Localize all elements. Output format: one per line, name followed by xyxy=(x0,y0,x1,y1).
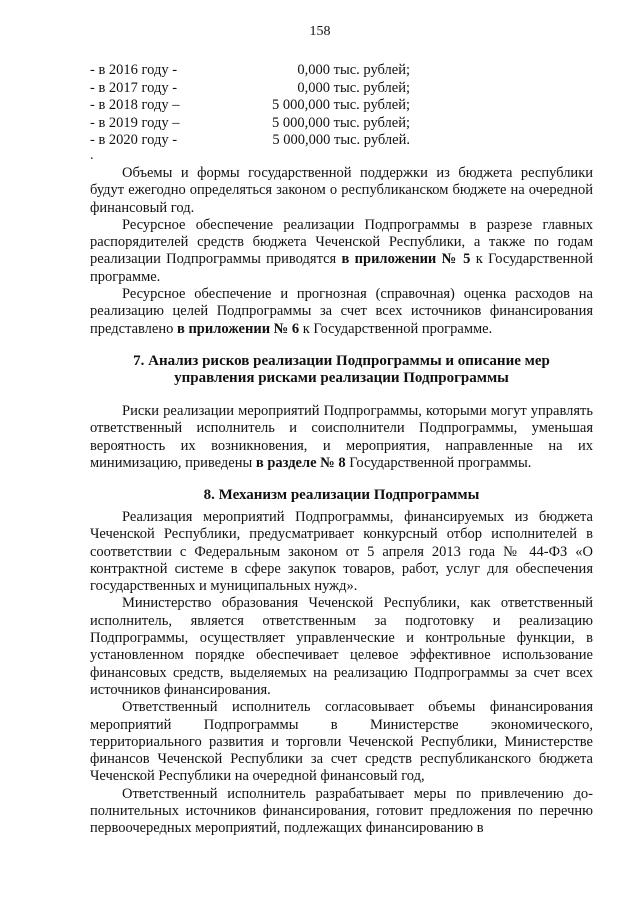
funding-amount: 5 000,000 тыс. рублей; xyxy=(272,97,410,113)
risks-paragraph xyxy=(90,403,593,472)
appendix5-text-start: Ресурсное обеспечение реализации Подпрограммы в разрезе главных распорядителей средств бюджета Чеченской Республики, а также по годам реализации Подпрограммы приводятся xyxy=(90,216,593,268)
section8-reference: в разделе № 8 xyxy=(255,454,346,471)
funding-amount: 5 000,000 тыс. рублей. xyxy=(272,132,410,148)
funding-row-2017 xyxy=(90,80,410,98)
funding-row-2018 xyxy=(90,97,410,115)
section8-body xyxy=(90,509,593,838)
additional-sources-paragraph: Ответственный исполнитель разрабатывает меры по привлечению до-полнительных источников финансирования, готовит предложения по перечню первоочередных мероприятий, подлежащих финансированию в xyxy=(90,785,593,837)
funding-year: - в 2020 году - xyxy=(90,132,178,148)
stray-mark: . xyxy=(90,148,94,163)
funding-row-2016 xyxy=(90,62,410,80)
section7-heading-line2: управления рисками реализации Подпрограммы xyxy=(174,370,509,386)
page-number: 158 xyxy=(309,24,331,39)
funding-amount: 0,000 тыс. рублей; xyxy=(297,62,410,78)
section8-heading: 8. Механизм реализации Подпрограммы xyxy=(203,487,480,503)
funding-year: - в 2017 году - xyxy=(90,79,178,96)
contract-selection-paragraph: Реализация мероприятий Подпрограммы, финансируемых из бюджета Чеченской Республики, предусматривает конкурсный отбор исполнителей в соответствии с Федеральным законом от 5 апреля 2013 года № 44-ФЗ «О контрактной системе в сфере закупок товаров, работ, услуг для обеспечения государственных и муниципальных нужд». xyxy=(90,509,593,595)
section8-heading-block xyxy=(90,487,593,504)
appendix6-paragraph xyxy=(90,286,593,338)
funding-agreement-paragraph: Ответственный исполнитель согласовывает объемы финансирования мероприятий Подпрограммы в Министерстве экономического, территориального развития и торговли Чеченской Республики, Министерстве финансов Чеченской Республики за счет средств республиканского бюджета Чеченской Республики на очередной финансовый год, xyxy=(90,699,593,785)
funding-by-year-list xyxy=(90,62,410,150)
section7-heading xyxy=(90,353,593,387)
appendix5-paragraph xyxy=(90,217,593,286)
appendix6-text-end: к Государственной программе. xyxy=(299,320,493,337)
responsible-executor-paragraph: Министерство образования Чеченской Республики, как ответственный исполнитель, является ответственным за подготовку и реализацию Подпрограммы, осуществляет управленческие и контрольные функции, в установленном порядке обеспечивает целевое эффективное использование финансовых средств, выделяемых на реализацию Подпрограммы за счет всех источников финансирования. xyxy=(90,595,593,698)
funding-row-2020 xyxy=(90,132,410,150)
risks-text-start: Риски реализации мероприятий Подпрограммы, которыми могут управлять ответственный исполнитель и соисполнители Подпрограммы, уменьшая вероятность их возникновения, и мероприятия, направленные на их минимизацию, приведены xyxy=(90,403,593,471)
funding-amount: 0,000 тыс. рублей; xyxy=(297,79,410,96)
funding-year: - в 2018 году – xyxy=(90,97,180,113)
appendix5-text-end: к Государственной программе. xyxy=(90,251,593,285)
appendix5-reference: в приложении № 5 xyxy=(341,251,471,268)
risks-text-end: Государственной программы. xyxy=(345,454,532,471)
funding-year: - в 2019 году – xyxy=(90,114,180,131)
state-support-paragraph: Объемы и формы государственной поддержки из бюджета республики будут ежегодно определяться законом о республиканском бюджете на очередной финансовый год. xyxy=(90,165,593,216)
section7-body xyxy=(90,403,593,472)
funding-amount: 5 000,000 тыс. рублей; xyxy=(272,114,410,131)
resource-provision-block xyxy=(90,165,593,338)
appendix6-text-start: Ресурсное обеспечение и прогнозная (справочная) оценка расходов на реализацию целей Подпрограммы за счет всех источников финансирования представлено xyxy=(90,286,593,337)
appendix6-reference: в приложении № 6 xyxy=(176,320,300,337)
funding-year: - в 2016 году - xyxy=(90,62,178,78)
section7-heading-line1: 7. Анализ рисков реализации Подпрограммы и описание мер xyxy=(133,353,550,369)
funding-row-2019 xyxy=(90,115,410,133)
